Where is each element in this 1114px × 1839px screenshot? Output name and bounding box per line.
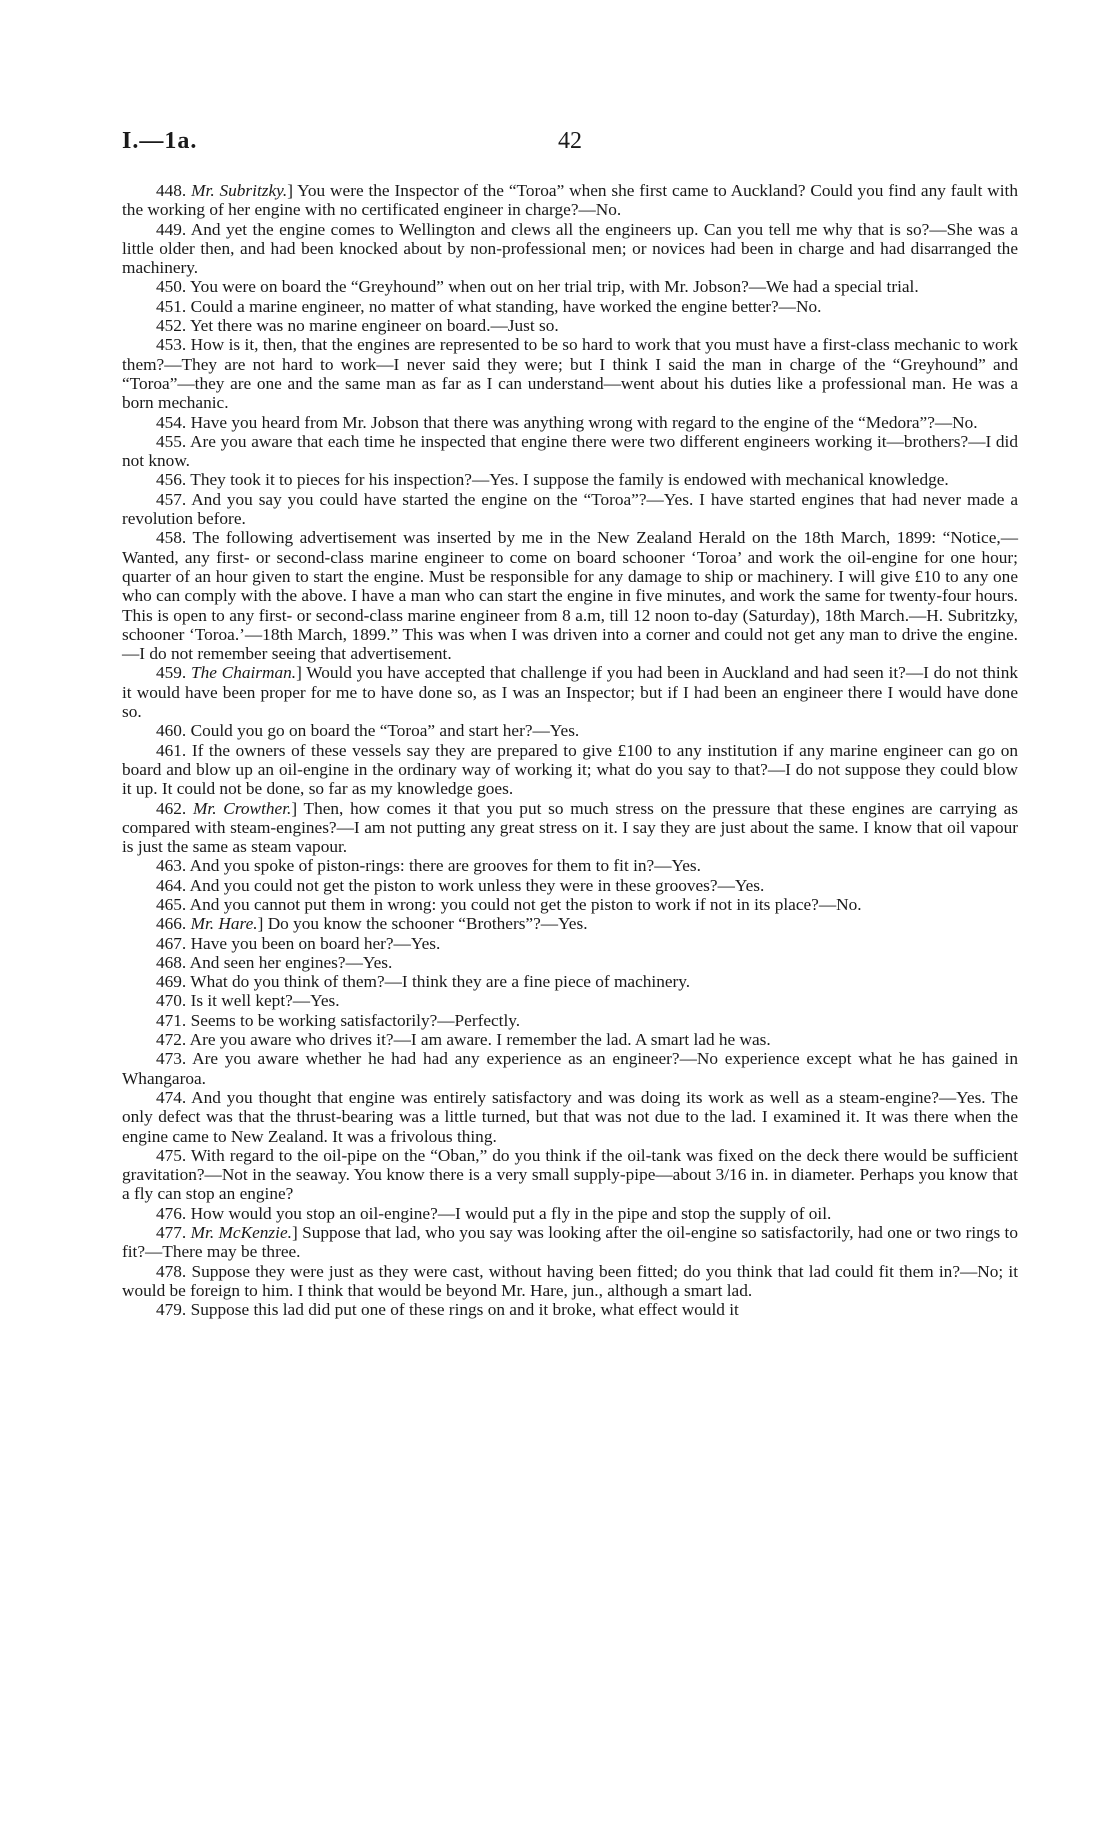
paragraph-text: Suppose they were just as they were cast, without having been fitted; do you think that lad could fit them in?—No; it would be foreign to him. I think that would be beyond Mr. Hare, jun., although a smart lad. <box>122 1261 1018 1300</box>
question-number: 461. <box>156 740 187 760</box>
paragraph-text: They took it to pieces for his inspection?—Yes. I suppose the family is endowed with mechanical knowledge. <box>190 470 949 490</box>
document-reference: I.—1a. <box>122 128 198 154</box>
page-body <box>122 181 1018 1320</box>
paragraph-text: And you thought that engine was entirely satisfactory and was doing its work as well as a steam-engine?—Yes. The only defect was that the thrust-bearing was a little turned, but that was not due to the lad. I examined it. It was there when the engine came to New Zealand. It was a frivolous thing. <box>122 1087 1018 1146</box>
paragraph <box>122 1204 1018 1223</box>
question-number: 458. <box>156 528 187 548</box>
paragraph-text: And you say you could have started the engine on the “Toroa”?—Yes. I have started engines that had never made a revolution before. <box>122 489 1018 529</box>
paragraph-text: ] Would you have accepted that challenge if you had been in Auckland and had seen it?—I do not think it would have been proper for me to have done so, as I was an Inspector; but if I had been an engineer there I would have done so. <box>122 663 1018 722</box>
paragraph <box>122 432 1018 471</box>
paragraph <box>122 181 1018 220</box>
paragraph-text: ] Suppose that lad, who you say was looking after the oil-engine so satisfactorily, had one or two rings to fit?—There may be three. <box>122 1223 1018 1262</box>
paragraph-text: And seen her engines?—Yes. <box>189 952 393 972</box>
question-number: 454. <box>156 412 187 432</box>
paragraph-text: Could a marine engineer, no matter of what standing, have worked the engine better?—No. <box>190 296 822 316</box>
question-number: 475. <box>156 1145 187 1165</box>
paragraph-text: ] Then, how comes it that you put so much stress on the pressure that these engines are carrying as compared with steam-engines?—I am not putting any great stress on it. I say they are just about the same. I know that oil vapour is just the same as steam vapour. <box>122 798 1018 857</box>
paragraph-text: If the owners of these vessels say they are prepared to give £100 to any institution if any marine engineer can go on board and blow up an oil-engine in the ordinary way of working it; what do you say to that?—I do not suppose they could blow it up. It could not be done, so far as my knowledge goes. <box>122 740 1018 799</box>
paragraph <box>122 470 1018 489</box>
paragraph <box>122 856 1018 875</box>
paragraph-text: ] Do you know the schooner “Brothers”?—Yes. <box>257 914 588 934</box>
paragraph-text: And you could not get the piston to work unless they were in these grooves?—Yes. <box>189 875 765 895</box>
question-number: 465. <box>156 894 187 914</box>
paragraph-text: And you cannot put them in wrong: you could not get the piston to work if not in its place?—No. <box>189 894 862 914</box>
paragraph <box>122 741 1018 799</box>
paragraph-text: Could you go on board the “Toroa” and start her?—Yes. <box>190 721 580 741</box>
paragraph <box>122 934 1018 953</box>
question-number: 474. <box>156 1087 187 1107</box>
question-number: 464. <box>156 875 187 895</box>
paragraph <box>122 335 1018 412</box>
paragraph <box>122 721 1018 740</box>
question-number: 468. <box>156 952 187 972</box>
question-number: 462. <box>156 798 187 818</box>
question-number: 472. <box>156 1030 187 1050</box>
paragraph-text: Are you aware whether he had had any experience as an engineer?—No experience except what he has gained in Whangaroa. <box>122 1049 1018 1088</box>
question-number: 452. <box>156 316 187 336</box>
paragraph <box>122 277 1018 296</box>
paragraph <box>122 316 1018 335</box>
paragraph-text: Is it well kept?—Yes. <box>190 991 340 1011</box>
question-number: 478. <box>156 1261 187 1281</box>
paragraph <box>122 1262 1018 1301</box>
paragraph <box>122 1223 1018 1262</box>
paragraph-text: And yet the engine comes to Wellington and clews all the engineers up. Can you tell me why that is so?—She was a little older then, and had been knocked about by non-professional men; or novices had been in charge and had disarranged the machinery. <box>122 219 1018 278</box>
paragraph-text: ] You were the Inspector of the “Toroa” when she first came to Auckland? Could you find any fault with the working of her engine with no certificated engineer in charge?—No. <box>122 181 1018 220</box>
paragraph-text: You were on board the “Greyhound” when out on her trial trip, with Mr. Jobson?—We had a special trial. <box>189 277 919 297</box>
paragraph-text: Seems to be working satisfactorily?—Perfectly. <box>190 1010 521 1030</box>
page-header <box>122 128 1018 162</box>
paragraph <box>122 991 1018 1010</box>
question-number: 470. <box>156 991 187 1011</box>
paragraph <box>122 220 1018 278</box>
paragraph <box>122 528 1018 663</box>
paragraph-text: And you spoke of piston-rings: there are grooves for them to fit in?—Yes. <box>189 856 701 876</box>
paragraph-text: How is it, then, that the engines are represented to be so hard to work that you must have a first-class mechanic to work them?—They are not hard to work—I never said they were; but I think I said the man in charge of the “Greyhound” and “Toroa”—they are one and the same man as far as I can understand—went about his duties like a professional man. He was a born mechanic. <box>122 335 1018 413</box>
page-number: 42 <box>558 128 582 154</box>
paragraph-text: What do you think of them?—I think they are a fine piece of machinery. <box>190 972 691 992</box>
question-number: 449. <box>156 219 187 239</box>
speaker-name: Mr. Hare. <box>190 914 258 934</box>
paragraph <box>122 490 1018 529</box>
question-number: 456. <box>156 470 187 490</box>
paragraph <box>122 799 1018 857</box>
paragraph <box>122 1300 1018 1319</box>
question-number: 457. <box>156 489 187 509</box>
paragraph <box>122 663 1018 721</box>
question-number: 471. <box>156 1010 187 1030</box>
question-number: 453. <box>156 335 187 355</box>
question-number: 466. <box>156 914 187 934</box>
paragraph <box>122 1011 1018 1030</box>
question-number: 473. <box>156 1049 187 1069</box>
question-number: 451. <box>156 296 187 316</box>
paragraph-text: Have you heard from Mr. Jobson that there was anything wrong with regard to the engine of the “Medora”?—No. <box>190 412 978 432</box>
paragraph <box>122 914 1018 933</box>
question-number: 467. <box>156 933 187 953</box>
speaker-name: Mr. Crowther. <box>193 798 292 818</box>
paragraph-text: Have you been on board her?—Yes. <box>190 933 441 953</box>
question-number: 477. <box>156 1223 187 1243</box>
paragraph-text: With regard to the oil-pipe on the “Oban,” do you think if the oil-tank was fixed on the deck there would be sufficient gravitation?—Not in the seaway. You know there is a very small supply-pipe—about 3/16 in. in diameter. Perhaps you know that a fly can stop an engine? <box>122 1145 1018 1204</box>
paragraph <box>122 953 1018 972</box>
paragraph <box>122 895 1018 914</box>
paragraph <box>122 413 1018 432</box>
speaker-name: The Chairman. <box>191 663 297 683</box>
question-number: 479. <box>156 1300 187 1320</box>
paragraph <box>122 876 1018 895</box>
paragraph <box>122 1088 1018 1146</box>
question-number: 463. <box>156 856 187 876</box>
paragraph-text: Are you aware that each time he inspected that engine there were two different engineers working it—brothers?—I did not know. <box>122 431 1018 471</box>
question-number: 459. <box>156 663 187 683</box>
paragraph <box>122 1049 1018 1088</box>
paragraph-text: Are you aware who drives it?—I am aware. I remember the lad. A smart lad he was. <box>189 1030 771 1050</box>
paragraph-text: Yet there was no marine engineer on board.—Just so. <box>189 316 559 336</box>
paragraph-text: The following advertisement was inserted by me in the New Zealand Herald on the 18th March, 1899: “Notice,—Wanted, any first- or second-class marine engineer to come on board schooner ‘Toroa’ and work the oil-engine for one hour; quarter of an hour given to start the engine. Must be responsible for any damage to ship or machinery. I will give £10 to any one who can comply with the above. I have a man who can start the engine in five minutes, and work the same for twenty-four hours. This is open to any first- or second-class marine engineer from 8 a.m, till 12 noon to-day (Saturday), 18th March.—H. Subritzky, schooner ‘Toroa.’—18th March, 1899.” This was when I was driven into a corner and could not get any man to drive the engine.—I do not remember seeing that advertisement. <box>122 528 1018 664</box>
paragraph <box>122 972 1018 991</box>
question-number: 469. <box>156 972 187 992</box>
paragraph <box>122 297 1018 316</box>
question-number: 448. <box>156 181 187 200</box>
question-number: 476. <box>156 1203 187 1223</box>
speaker-name: Mr. McKenzie. <box>190 1223 292 1243</box>
paragraph-text: How would you stop an oil-engine?—I would put a fly in the pipe and stop the supply of oil. <box>190 1203 832 1223</box>
paragraph <box>122 1030 1018 1049</box>
paragraph <box>122 1146 1018 1204</box>
question-number: 450. <box>156 277 187 297</box>
question-number: 455. <box>156 431 187 451</box>
question-number: 460. <box>156 721 187 741</box>
speaker-name: Mr. Subritzky. <box>191 181 288 200</box>
paragraph-text: Suppose this lad did put one of these rings on and it broke, what effect would it <box>190 1300 739 1320</box>
